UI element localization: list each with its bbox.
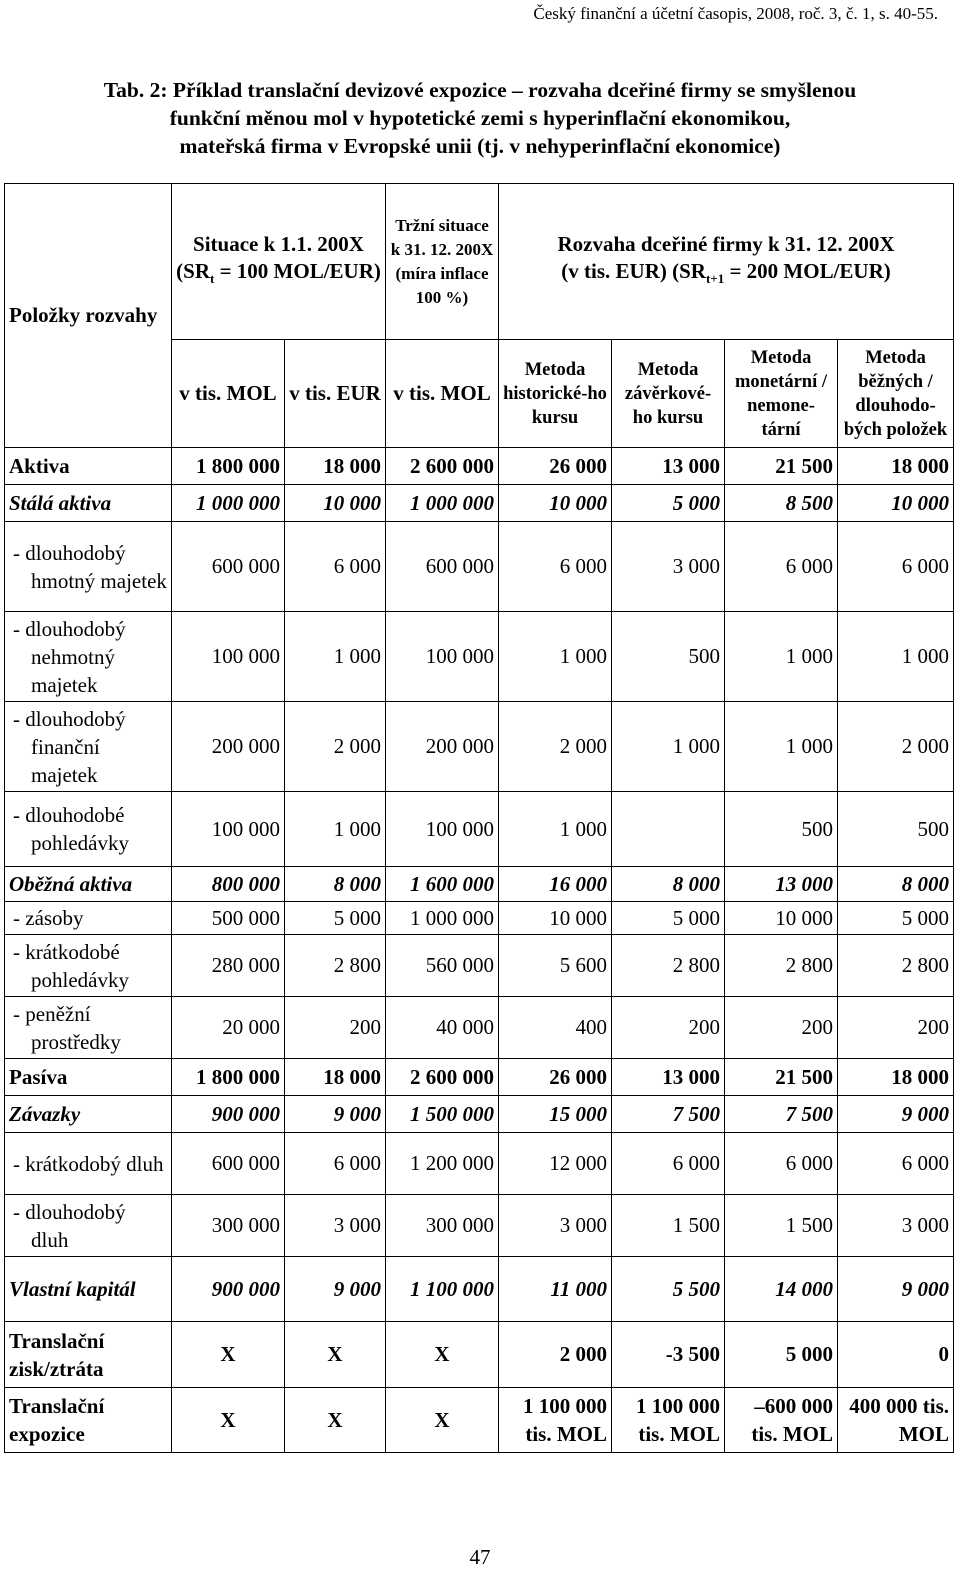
row-value-cell: 21 500: [725, 448, 838, 485]
row-value-cell: 13 000: [612, 448, 725, 485]
row-value-cell: 9 000: [285, 1096, 386, 1133]
row-value-cell: 12 000: [499, 1133, 612, 1195]
balance-sheet-table: [4, 183, 954, 1453]
row-label-cell: [5, 997, 172, 1059]
row-value-cell: 5 000: [285, 902, 386, 935]
row-value-cell: 6 000: [285, 522, 386, 612]
row-value-cell: 200: [838, 997, 954, 1059]
row-value-cell: 5 000: [725, 1322, 838, 1388]
row-value-cell: 1 000 000: [386, 485, 499, 522]
row-value-cell: 2 000: [499, 1322, 612, 1388]
row-value-cell: 18 000: [285, 448, 386, 485]
row-value-cell: 600 000: [172, 522, 285, 612]
row-label-cell: [5, 1388, 172, 1453]
row-label: - dlouhodobý hmotný majetek: [13, 540, 167, 593]
row-value-cell: 300 000: [386, 1195, 499, 1257]
row-value-cell: -3 500: [612, 1322, 725, 1388]
row-label-cell: [5, 935, 172, 997]
header-balance: [499, 184, 954, 340]
row-value-cell: 10 000: [499, 485, 612, 522]
row-value-cell: 18 000: [838, 1059, 954, 1096]
row-label-cell: [5, 612, 172, 702]
row-label-cell: [5, 1059, 172, 1096]
row-label: Stálá aktiva: [9, 491, 112, 515]
row-value-cell: 1 000: [499, 792, 612, 867]
row-value-cell: 500: [612, 612, 725, 702]
row-value-cell: 1 800 000: [172, 448, 285, 485]
row-label: - dlouhodobé pohledávky: [13, 803, 129, 855]
row-value-cell: 18 000: [285, 1059, 386, 1096]
row-label-cell: [5, 448, 172, 485]
row-value-cell: 8 500: [725, 485, 838, 522]
row-value-cell: 13 000: [725, 867, 838, 902]
row-value-cell: X: [172, 1322, 285, 1388]
row-value-cell: 600 000: [386, 522, 499, 612]
header-method-historic-label: Metoda historické-ho kursu: [503, 359, 607, 428]
row-value-cell: 1 100 000: [386, 1257, 499, 1322]
row-value-cell: 1 200 000: [386, 1133, 499, 1195]
row-value-cell: 3 000: [499, 1195, 612, 1257]
row-value-cell: 1 000 000: [172, 485, 285, 522]
row-label: - dlouhodobý dluh: [13, 1199, 126, 1252]
header-situation: [172, 184, 386, 340]
row-value-cell: 1 800 000: [172, 1059, 285, 1096]
row-value-cell: 6 000: [838, 1133, 954, 1195]
row-value-cell: 14 000: [725, 1257, 838, 1322]
row-label: Translační zisk/ztráta: [9, 1328, 105, 1381]
row-value-cell: 2 600 000: [386, 1059, 499, 1096]
caption-line-1: Tab. 2: Příklad translační devizové expozice – rozvaha dceřiné firmy se smyšlenou: [103, 78, 857, 102]
row-value-cell: 11 000: [499, 1257, 612, 1322]
row-value-cell: 400: [499, 997, 612, 1059]
row-value-cell: 2 800: [838, 935, 954, 997]
row-value-cell: 6 000: [725, 522, 838, 612]
row-label: - dlouhodobý finanční majetek: [13, 706, 126, 787]
table-row: [5, 485, 954, 522]
table-row: [5, 522, 954, 612]
row-value-cell: 100 000: [386, 612, 499, 702]
row-value-cell: 1 000: [725, 702, 838, 792]
header-balance-rate: = 200 MOL/EUR): [724, 258, 891, 283]
table-row: [5, 935, 954, 997]
row-label-cell: [5, 902, 172, 935]
row-value-cell: 2 000: [838, 702, 954, 792]
row-value-cell: –600 000 tis. MOL: [725, 1388, 838, 1453]
row-label-cell: [5, 867, 172, 902]
header-items: [5, 184, 172, 448]
page-number: 47: [469, 1545, 491, 1569]
header-balance-subscript: t+1: [705, 271, 725, 287]
row-value-cell: 1 000 000: [386, 902, 499, 935]
row-value-cell: 1 000: [838, 612, 954, 702]
row-value-cell: 1 000: [285, 612, 386, 702]
row-value-cell: 5 000: [612, 902, 725, 935]
row-value-cell: X: [285, 1388, 386, 1453]
row-value-cell: 3 000: [838, 1195, 954, 1257]
row-value-cell: 500: [838, 792, 954, 867]
row-label: - krátkodobý dluh: [13, 1151, 164, 1176]
header-method-historic: [499, 340, 612, 448]
row-value-cell: X: [172, 1388, 285, 1453]
row-value-cell: 8 000: [838, 867, 954, 902]
header-unit-mol-2: [386, 340, 499, 448]
row-value-cell: 100 000: [172, 792, 285, 867]
row-value-cell: 300 000: [172, 1195, 285, 1257]
row-label-cell: [5, 1257, 172, 1322]
header-unit-mol-1-label: v tis. MOL: [179, 381, 277, 405]
row-value-cell: 5 600: [499, 935, 612, 997]
header-market-situation: [386, 184, 499, 340]
row-value-cell: 200 000: [386, 702, 499, 792]
caption-line-2: funkční měnou mol v hypotetické zemi s hyperinflační ekonomikou,: [169, 106, 791, 130]
row-value-cell: 900 000: [172, 1096, 285, 1133]
table-row: [5, 867, 954, 902]
row-value-cell: 26 000: [499, 1059, 612, 1096]
row-value-cell: 1 500 000: [386, 1096, 499, 1133]
row-value-cell: 200: [285, 997, 386, 1059]
row-value-cell: 1 000: [612, 702, 725, 792]
table-row: [5, 1096, 954, 1133]
row-value-cell: 3 000: [612, 522, 725, 612]
row-value-cell: 900 000: [172, 1257, 285, 1322]
header-method-monetary: [725, 340, 838, 448]
row-value-cell: 13 000: [612, 1059, 725, 1096]
journal-reference: Český finanční a účetní časopis, 2008, roč. 3, č. 1, s. 40-55.: [533, 4, 938, 23]
table-caption: [30, 76, 930, 160]
row-value-cell: 6 000: [285, 1133, 386, 1195]
row-value-cell: 26 000: [499, 448, 612, 485]
row-value-cell: 5 500: [612, 1257, 725, 1322]
row-value-cell: 40 000: [386, 997, 499, 1059]
row-value-cell: 400 000 tis. MOL: [838, 1388, 954, 1453]
row-value-cell: 10 000: [499, 902, 612, 935]
table-body: [5, 448, 954, 1453]
row-value-cell: 2 800: [725, 935, 838, 997]
table-row: [5, 1133, 954, 1195]
row-value-cell: 500: [725, 792, 838, 867]
row-label: Translační expozice: [9, 1394, 105, 1446]
row-value-cell: 20 000: [172, 997, 285, 1059]
row-value-cell: 2 000: [499, 702, 612, 792]
row-value-cell: 200: [612, 997, 725, 1059]
table-row: [5, 702, 954, 792]
row-value-cell: 500 000: [172, 902, 285, 935]
row-label: - zásoby: [13, 906, 84, 930]
header-market-situation-label: Tržní situace k 31. 12. 200X (míra inflace 100 %): [390, 215, 494, 307]
table-row: [5, 1388, 954, 1453]
header-situation-label: Situace k 1.1. 200X: [193, 231, 364, 256]
row-value-cell: 18 000: [838, 448, 954, 485]
header-method-closing-label: Metoda závěrkové-ho kursu: [624, 359, 712, 428]
row-value-cell: 9 000: [838, 1257, 954, 1322]
row-label: - krátkodobé pohledávky: [13, 939, 129, 992]
table-row: [5, 997, 954, 1059]
row-value-cell: 15 000: [499, 1096, 612, 1133]
row-label: Pasíva: [9, 1065, 68, 1089]
row-value-cell: 1 000: [499, 612, 612, 702]
row-value-cell: 10 000: [285, 485, 386, 522]
row-value-cell: 2 600 000: [386, 448, 499, 485]
row-label-cell: [5, 1133, 172, 1195]
header-items-label: Položky rozvahy: [9, 303, 158, 327]
table-row: [5, 1059, 954, 1096]
row-label: Závazky: [9, 1102, 81, 1126]
row-label-cell: [5, 1195, 172, 1257]
row-value-cell: 10 000: [838, 485, 954, 522]
row-value-cell: 6 000: [725, 1133, 838, 1195]
row-value-cell: 8 000: [285, 867, 386, 902]
header-situation-sr: (SR: [176, 258, 210, 283]
row-label: Vlastní kapitál: [9, 1277, 136, 1301]
header-situation-subscript: t: [209, 271, 215, 287]
row-value-cell: 2 800: [285, 935, 386, 997]
caption-line-3: mateřská firma v Evropské unii (tj. v nehyperinflační ekonomice): [179, 134, 781, 158]
header-balance-title: Rozvaha dceřiné firmy k 31. 12. 200X: [557, 231, 895, 256]
header-method-closing: [612, 340, 725, 448]
header-unit-eur: [285, 340, 386, 448]
header-method-current-label: Metoda běžných / dlouhodo-bých položek: [843, 347, 948, 440]
row-value-cell: 0: [838, 1322, 954, 1388]
row-value-cell: 280 000: [172, 935, 285, 997]
row-label: Oběžná aktiva: [9, 872, 133, 896]
row-value-cell: 2 000: [285, 702, 386, 792]
row-label-cell: [5, 485, 172, 522]
row-value-cell: 10 000: [725, 902, 838, 935]
table-row: [5, 792, 954, 867]
row-value-cell: 9 000: [838, 1096, 954, 1133]
row-value-cell: 5 000: [612, 485, 725, 522]
row-value-cell: 100 000: [172, 612, 285, 702]
header-method-current: [838, 340, 954, 448]
row-value-cell: 560 000: [386, 935, 499, 997]
row-label: Aktiva: [9, 454, 70, 478]
row-value-cell: 1 100 000 tis. MOL: [499, 1388, 612, 1453]
row-label-cell: [5, 522, 172, 612]
row-value-cell: 21 500: [725, 1059, 838, 1096]
row-value-cell: 1 100 000 tis. MOL: [612, 1388, 725, 1453]
row-value-cell: 5 000: [838, 902, 954, 935]
row-value-cell: 1 000: [285, 792, 386, 867]
header-unit-eur-label: v tis. EUR: [289, 381, 381, 405]
row-value-cell: 200: [725, 997, 838, 1059]
row-value-cell: 600 000: [172, 1133, 285, 1195]
row-label-cell: [5, 1322, 172, 1388]
table-row: [5, 448, 954, 485]
table-row: [5, 1322, 954, 1388]
row-value-cell: 100 000: [386, 792, 499, 867]
header-unit-mol-2-label: v tis. MOL: [393, 381, 491, 405]
row-value-cell: 7 500: [612, 1096, 725, 1133]
row-value-cell: X: [386, 1388, 499, 1453]
row-value-cell: 9 000: [285, 1257, 386, 1322]
row-value-cell: 7 500: [725, 1096, 838, 1133]
row-value-cell: 1 000: [725, 612, 838, 702]
row-value-cell: 1 500: [725, 1195, 838, 1257]
row-label-cell: [5, 702, 172, 792]
header-situation-rate: = 100 MOL/EUR): [214, 258, 381, 283]
header-unit-mol-1: [172, 340, 285, 448]
row-value-cell: X: [386, 1322, 499, 1388]
table-row: [5, 1195, 954, 1257]
row-label: - dlouhodobý nehmotný majetek: [13, 616, 126, 697]
row-label-cell: [5, 792, 172, 867]
row-value-cell: 8 000: [612, 867, 725, 902]
table-row: [5, 902, 954, 935]
row-value-cell: 6 000: [612, 1133, 725, 1195]
table-row: [5, 612, 954, 702]
row-value-cell: 6 000: [499, 522, 612, 612]
row-value-cell: 16 000: [499, 867, 612, 902]
row-value-cell: 1 600 000: [386, 867, 499, 902]
header-method-monetary-label: Metoda monetární / nemone-tární: [735, 347, 827, 440]
row-value-cell: 6 000: [838, 522, 954, 612]
row-value-cell: 1 500: [612, 1195, 725, 1257]
row-label-cell: [5, 1096, 172, 1133]
row-value-cell: 800 000: [172, 867, 285, 902]
header-balance-unit: (v tis. EUR) (SR: [561, 258, 706, 283]
row-value-cell: X: [285, 1322, 386, 1388]
row-value-cell: 200 000: [172, 702, 285, 792]
row-value-cell: 3 000: [285, 1195, 386, 1257]
row-value-cell: 2 800: [612, 935, 725, 997]
table-row: [5, 1257, 954, 1322]
row-value-cell: [612, 792, 725, 867]
row-label: - peněžní prostředky: [13, 1001, 121, 1054]
